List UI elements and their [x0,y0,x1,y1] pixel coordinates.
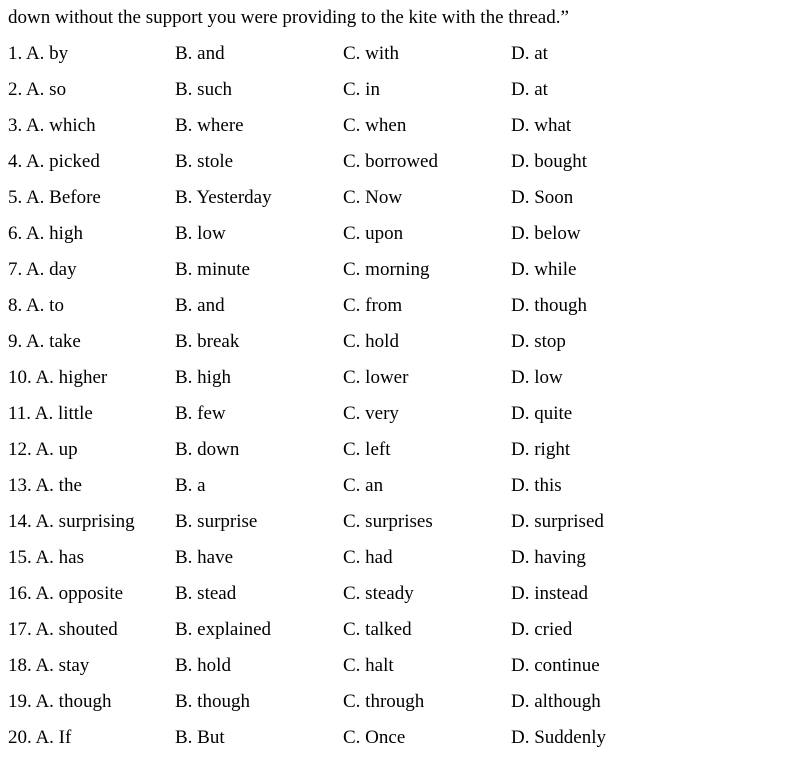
option-b: B. and [175,43,225,64]
option-a: 11. A. little [8,403,93,424]
option-b: B. though [175,691,250,712]
option-b: B. down [175,439,240,460]
option-b: B. low [175,223,226,244]
option-c: C. lower [343,367,409,388]
option-b: B. hold [175,655,231,676]
option-b: B. have [175,547,234,568]
option-b: B. minute [175,259,250,280]
option-a: 17. A. shouted [8,619,118,640]
question-row [8,540,798,576]
question-row [8,180,798,216]
question-list [8,36,798,756]
document-page [8,0,798,756]
question-row [8,432,798,468]
option-d: D. continue [511,655,600,676]
question-row [8,288,798,324]
question-row [8,684,798,720]
question-row [8,36,798,72]
option-a: 1. A. by [8,43,69,64]
option-a: 18. A. stay [8,655,90,676]
option-d: D. low [511,367,563,388]
option-c: C. Once [343,727,406,748]
option-d: D. while [511,259,577,280]
option-a: 15. A. has [8,547,84,568]
option-c: C. very [343,403,399,424]
option-a: 20. A. If [8,727,72,748]
option-a: 14. A. surprising [8,511,135,532]
option-d: D. cried [511,619,573,640]
option-d: D. instead [511,583,589,604]
option-c: C. when [343,115,407,136]
option-b: B. break [175,331,240,352]
option-a: 4. A. picked [8,151,100,172]
option-a: 5. A. Before [8,187,101,208]
question-row [8,504,798,540]
option-b: B. where [175,115,244,136]
question-row [8,360,798,396]
option-a: 3. A. which [8,115,96,136]
option-d: D. quite [511,403,573,424]
option-a: 6. A. high [8,223,83,244]
question-row [8,576,798,612]
question-row [8,72,798,108]
option-d: D. at [511,79,548,100]
option-d: D. at [511,43,548,64]
option-c: C. upon [343,223,404,244]
question-row [8,396,798,432]
option-c: C. an [343,475,384,496]
option-a: 10. A. higher [8,367,108,388]
option-b: B. Yesterday [175,187,272,208]
option-d: D. bought [511,151,587,172]
option-b: B. explained [175,619,272,640]
option-b: B. high [175,367,231,388]
option-d: D. although [511,691,601,712]
question-row [8,216,798,252]
option-c: C. morning [343,259,430,280]
option-b: B. few [175,403,226,424]
option-c: C. through [343,691,425,712]
option-a: 8. A. to [8,295,64,316]
option-a: 13. A. the [8,475,82,496]
question-row [8,252,798,288]
option-d: D. Suddenly [511,727,606,748]
option-a: 16. A. opposite [8,583,124,604]
option-d: D. though [511,295,587,316]
option-c: C. left [343,439,391,460]
option-b: B. surprise [175,511,258,532]
question-row [8,612,798,648]
option-c: C. borrowed [343,151,438,172]
option-b: B. and [175,295,225,316]
question-row [8,144,798,180]
option-b: B. stole [175,151,234,172]
option-c: C. Now [343,187,403,208]
option-b: B. But [175,727,225,748]
option-c: C. from [343,295,403,316]
option-a: 12. A. up [8,439,78,460]
option-b: B. such [175,79,232,100]
option-d: D. this [511,475,562,496]
option-a: 19. A. though [8,691,112,712]
option-b: B. a [175,475,206,496]
option-a: 7. A. day [8,259,77,280]
option-c: C. steady [343,583,414,604]
option-a: 2. A. so [8,79,67,100]
question-row [8,108,798,144]
option-c: C. surprises [343,511,433,532]
option-a: 9. A. take [8,331,81,352]
question-row [8,468,798,504]
intro-text-line: down without the support you were providing to the kite with the thread.” [8,7,569,28]
option-d: D. surprised [511,511,604,532]
option-d: D. right [511,439,571,460]
option-d: D. Soon [511,187,574,208]
question-row [8,324,798,360]
option-c: C. with [343,43,399,64]
option-c: C. talked [343,619,412,640]
option-d: D. having [511,547,586,568]
option-c: C. in [343,79,380,100]
option-d: D. below [511,223,581,244]
question-row [8,648,798,684]
option-c: C. halt [343,655,394,676]
option-c: C. had [343,547,393,568]
option-d: D. stop [511,331,566,352]
question-row [8,720,798,756]
option-c: C. hold [343,331,399,352]
option-d: D. what [511,115,572,136]
option-b: B. stead [175,583,237,604]
